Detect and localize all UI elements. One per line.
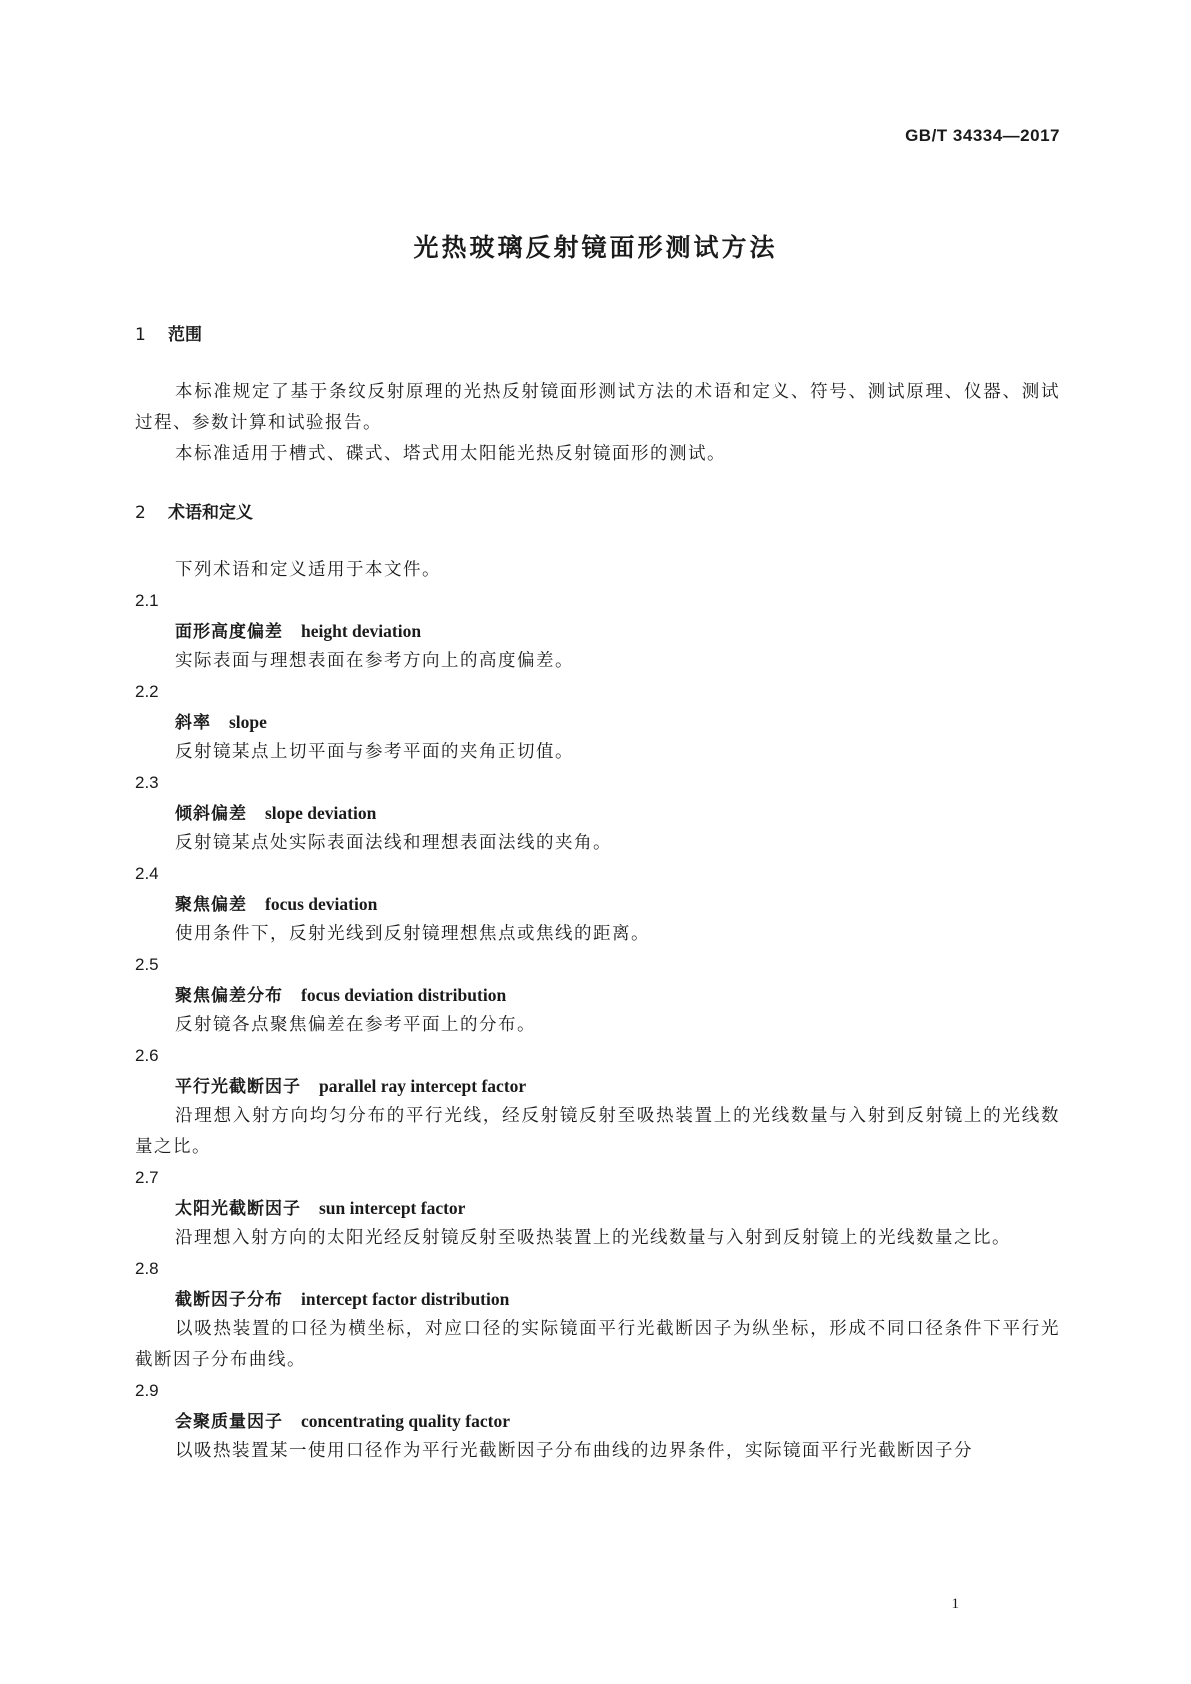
terms-intro: 下列术语和定义适用于本文件。 <box>175 560 441 580</box>
term-name <box>135 1193 1060 1223</box>
term-name <box>135 1071 1060 1101</box>
term-name-english: height deviation <box>301 621 422 641</box>
term-definition: 沿理想入射方向的太阳光经反射镜反射至吸热装置上的光线数量与入射到反射镜上的光线数量之比。 <box>175 1228 1011 1248</box>
term-name <box>135 1406 1060 1436</box>
section-1-heading <box>135 320 1060 350</box>
term-name-english: focus deviation distribution <box>301 985 507 1005</box>
section-number: 2 <box>135 503 146 523</box>
term-number: 2.5 <box>135 955 159 974</box>
term-definition: 反射镜各点聚焦偏差在参考平面上的分布。 <box>175 1015 536 1035</box>
term-number: 2.8 <box>135 1259 159 1278</box>
standard-code: GB/T 34334—2017 <box>905 126 1060 145</box>
term-name-chinese: 太阳光截断因子 <box>175 1199 301 1219</box>
document-title: 光热玻璃反射镜面形测试方法 <box>413 233 778 262</box>
document-body <box>135 320 1060 1467</box>
term-name-chinese: 倾斜偏差 <box>175 804 247 824</box>
scope-paragraph-2: 本标准适用于槽式、碟式、塔式用太阳能光热反射镜面形的测试。 <box>175 444 726 464</box>
term-number: 2.1 <box>135 591 159 610</box>
term-name-chinese: 平行光截断因子 <box>175 1077 301 1097</box>
term-name <box>135 889 1060 919</box>
term-name <box>135 707 1060 737</box>
term-number: 2.7 <box>135 1168 159 1187</box>
term-name-english: concentrating quality factor <box>301 1411 510 1431</box>
section-title: 范围 <box>168 325 202 345</box>
section-number: 1 <box>135 325 146 345</box>
term-name-english: slope <box>229 712 267 732</box>
term-name-chinese: 聚焦偏差分布 <box>175 986 283 1006</box>
section-2-heading <box>135 498 1060 528</box>
page-number: 1 <box>951 1596 959 1612</box>
term-name-english: parallel ray intercept factor <box>319 1076 527 1096</box>
term-name-chinese: 会聚质量因子 <box>175 1412 283 1432</box>
term-definition: 使用条件下，反射光线到反射镜理想焦点或焦线的距离。 <box>175 924 650 944</box>
spacer <box>135 528 1060 555</box>
term-number: 2.3 <box>135 773 159 792</box>
term-definition: 以吸热装置某一使用口径作为平行光截断因子分布曲线的边界条件，实际镜面平行光截断因子分 <box>175 1441 973 1461</box>
term-definition: 反射镜某点处实际表面法线和理想表面法线的夹角。 <box>175 833 612 853</box>
term-number: 2.9 <box>135 1381 159 1400</box>
term-definition: 实际表面与理想表面在参考方向上的高度偏差。 <box>175 651 574 671</box>
term-name-english: sun intercept factor <box>319 1198 466 1218</box>
term-name <box>135 980 1060 1010</box>
section-title: 术语和定义 <box>168 503 253 523</box>
term-name <box>135 798 1060 828</box>
term-name <box>135 616 1060 646</box>
term-name-english: slope deviation <box>265 803 377 823</box>
term-name-chinese: 截断因子分布 <box>175 1290 283 1310</box>
term-definition: 以吸热装置的口径为横坐标，对应口径的实际镜面平行光截断因子为纵坐标，形成不同口径条件下平行光截断因子分布曲线。 <box>135 1319 1060 1370</box>
term-name-chinese: 斜率 <box>175 713 211 733</box>
term-definition: 反射镜某点上切平面与参考平面的夹角正切值。 <box>175 742 574 762</box>
term-definition: 沿理想入射方向均匀分布的平行光线，经反射镜反射至吸热装置上的光线数量与入射到反射镜上的光线数量之比。 <box>135 1106 1060 1157</box>
scope-paragraph-1: 本标准规定了基于条纹反射原理的光热反射镜面形测试方法的术语和定义、符号、测试原理、仪器、测试过程、参数计算和试验报告。 <box>135 382 1060 433</box>
term-name <box>135 1284 1060 1314</box>
term-number: 2.4 <box>135 864 159 883</box>
term-name-chinese: 聚焦偏差 <box>175 895 247 915</box>
spacer <box>135 350 1060 377</box>
term-name-chinese: 面形高度偏差 <box>175 622 283 642</box>
spacer <box>135 470 1060 498</box>
term-number: 2.2 <box>135 682 159 701</box>
term-name-english: focus deviation <box>265 894 378 914</box>
term-number: 2.6 <box>135 1046 159 1065</box>
term-name-english: intercept factor distribution <box>301 1289 510 1309</box>
